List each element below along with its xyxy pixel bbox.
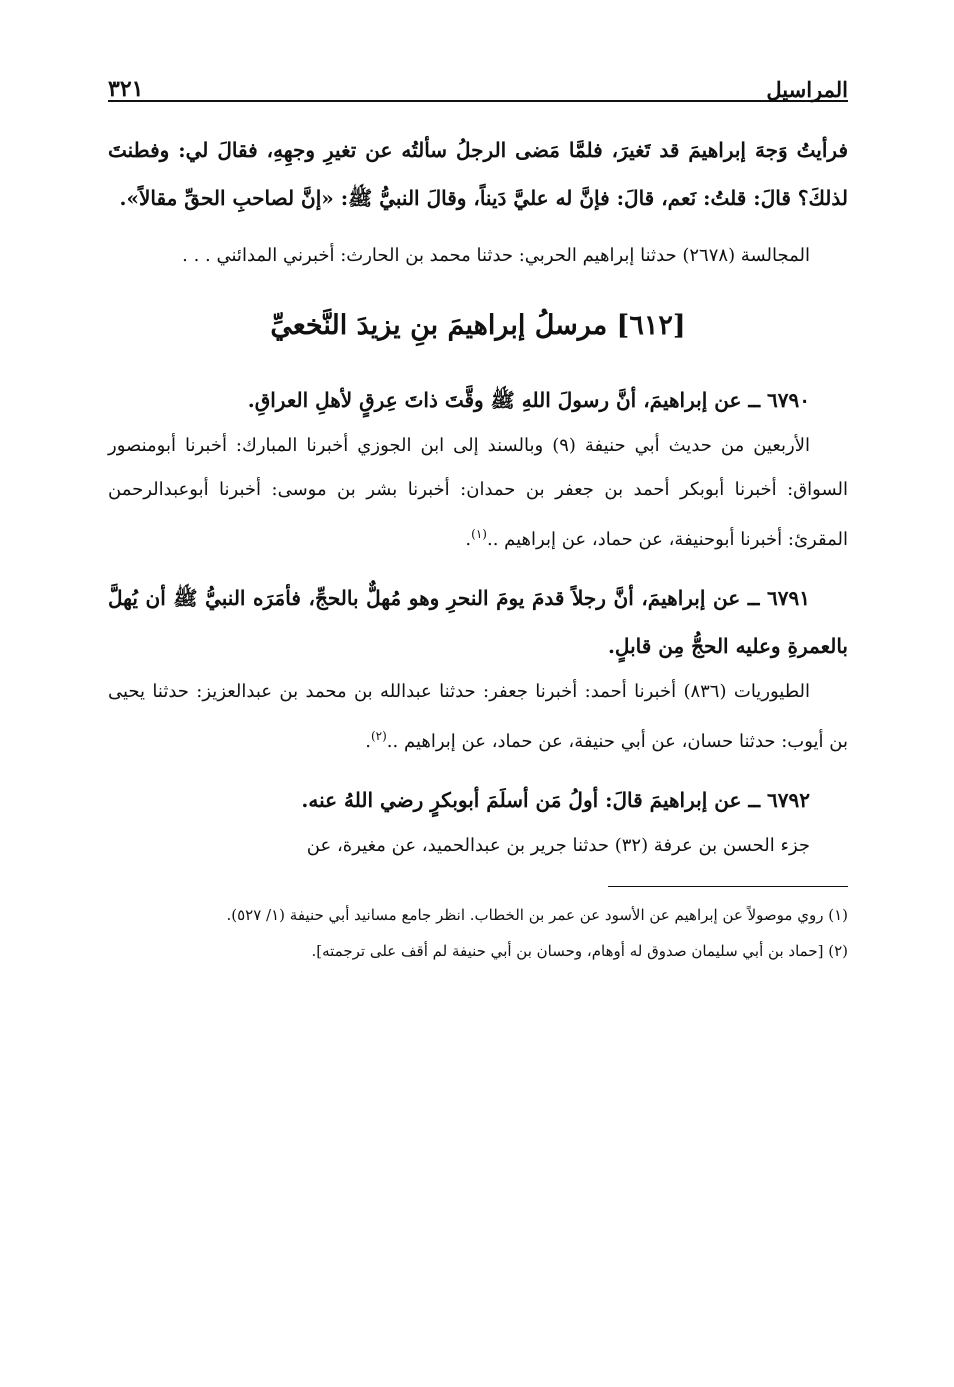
- hadith-6792-source: جزء الحسن بن عرفة (٣٢) حدثنا جرير بن عبدالحميد، عن مغيرة، عن: [306, 835, 810, 856]
- spacer: [108, 562, 848, 574]
- hadith-6790-text: ٦٧٩٠ ــ عن إبراهيمَ، أنَّ رسولَ اللهِ ﷺ وقَّتَ ذاتَ عِرقٍ لأهلِ العراقِ.: [247, 388, 810, 412]
- section-heading: [٦١٢] مرسلُ إبراهيمَ بنِ يزيدَ النَّخعيِّ: [270, 310, 686, 341]
- hadith-6791-source: الطيوريات (٨٣٦) أخبرنا أحمد: أخبرنا جعفر: حدثنا عبدالله بن محمد بن عبدالعزيز: حدثنا يحيى بن أيوب: حدثنا حسان، عن أبي حنيفة، عن حماد، عن إبراهيم ..$^{(٢)}$.: [108, 681, 848, 752]
- footnote-ref-2: (٢): [370, 729, 387, 743]
- hadith-6790-source: الأربعين من حديث أبي حنيفة (٩) وبالسند إلى ابن الجوزي أخبرنا المبارك: أخبرنا أبومنصور السواق: أخبرنا أبوبكر أحمد بن جعفر بن حمدان: أخبرنا بشر بن موسى: أخبرنا أبوعبدالرحمن المقرئ: أخبرنا أبوحنيفة، عن حماد، عن إبراهيم ..$^{(١)}$.: [108, 435, 848, 550]
- hadith-6790-source-text: الأربعين من حديث أبي حنيفة (٩) وبالسند إلى ابن الجوزي أخبرنا المبارك: أخبرنا أبومنصور السواق: أخبرنا أبوبكر أحمد بن جعفر بن حمدان: أخبرنا بشر بن موسى: أخبرنا أبوعبدالرحمن المقرئ: أخبرنا أبوحنيفة، عن حماد، عن إبراهيم ..: [108, 435, 848, 550]
- footnote-divider: [608, 886, 848, 887]
- opening-source: المجالسة (٢٦٧٨) حدثنا إبراهيم الحربي: حدثنا محمد بن الحارث: أخبرني المدائني . . .: [182, 245, 810, 266]
- hadith-6791-text: ٦٧٩١ ــ عن إبراهيمَ، أنَّ رجلاً قدمَ يومَ النحرِ وهو مُهلٌّ بالحجِّ، فأمَرَه النبيُّ ﷺ أن يُهلَّ بالعمرةِ وعليه الحجُّ مِن قابلٍ.: [108, 586, 848, 658]
- footnote-2: (٢) [حماد بن أبي سليمان صدوق له أوهام، وحسان بن أبي حنيفة لم أقف على ترجمته].: [311, 942, 848, 960]
- book-page: [108, 62, 848, 971]
- page-number: ٣٢١: [108, 76, 144, 102]
- spacer: [108, 222, 848, 234]
- opening-hadith-text: فرأيتُ وَجهَ إبراهيمَ قد تَغيرَ، فلمَّا مَضى الرجلُ سألتُه عن تغيرِ وجهِهِ، فقالَ لي: وفطنتَ لذلكَ؟ قالَ: قلتُ: نَعم، قالَ: فإنَّ له عليَّ دَيناً، وقالَ النبيُّ ﷺ: «إنَّ لصاحبِ الحقِّ مقالاً».: [108, 138, 848, 210]
- running-title: المراسيل: [766, 77, 848, 102]
- footnote-1: (١) روي موصولاً عن إبراهيم عن الأسود عن عمر بن الخطاب. انظر جامع مسانيد أبي حنيفة (١/ ٥٢٧).: [226, 906, 848, 924]
- hadith-6791-source-text: الطيوريات (٨٣٦) أخبرنا أحمد: أخبرنا جعفر: حدثنا عبدالله بن محمد بن عبدالعزيز: حدثنا يحيى بن أيوب: حدثنا حسان، عن أبي حنيفة، عن حماد، عن إبراهيم ..: [108, 681, 848, 752]
- hadith-6792-text: ٦٧٩٢ ــ عن إبراهيمَ قالَ: أولُ مَن أسلَمَ أبوبكرٍ رضي اللهُ عنه.: [301, 788, 810, 812]
- spacer: [108, 764, 848, 776]
- running-header: [108, 62, 848, 102]
- footnote-ref-1: (١): [471, 527, 487, 541]
